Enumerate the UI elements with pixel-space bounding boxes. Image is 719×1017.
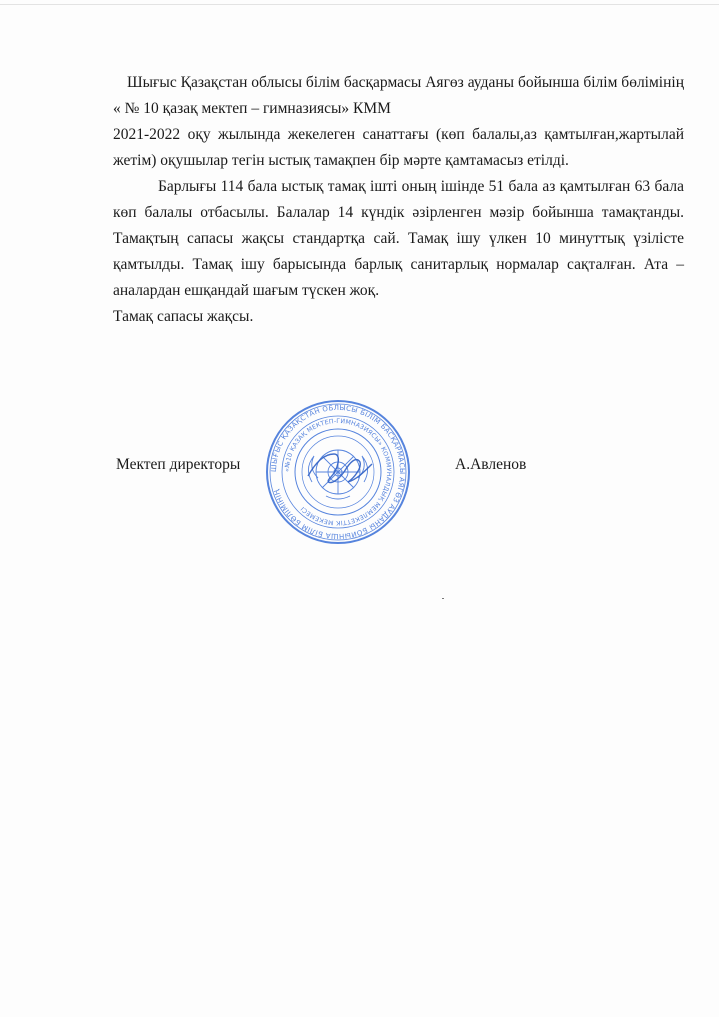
period-paragraph: 2021-2022 оқу жылында жекелеген санаттағы (көп балалы,аз қамтылған,жартылай жетім) оқушылар тегін ыстық тамақпен бір мәрте қамтамасыз етілді.	[113, 126, 684, 169]
stamp-outer-text: ШЫҒЫС ҚАЗАҚСТАН ОБЛЫСЫ БІЛІМ БАСҚАРМАСЫ АЯГӨЗ АУДАНЫ БОЙЫНША БІЛІМ БӨЛІМІНІҢ	[269, 403, 407, 541]
heading-paragraph: Шығыс Қазақстан облысы білім басқармасы Аягөз ауданы бойынша білім бөлімінің « № 10 қазақ мектеп – гимназиясы» КММ	[113, 74, 684, 117]
official-stamp	[264, 398, 412, 546]
scan-speck	[442, 598, 444, 599]
quality-paragraph: Тамақ сапасы жақсы.	[113, 308, 254, 325]
signatory-position: Мектеп директоры	[116, 456, 241, 473]
page-edge-line	[0, 4, 719, 5]
stamp-inner-text: «№10 ҚАЗАҚ МЕКТЕП-ГИМНАЗИЯСЫ» КОММУНАЛДЫҚ МЕМЛЕКЕТТІК МЕКЕМЕСІ	[283, 417, 393, 527]
details-paragraph: Барлығы 114 бала ыстық тамақ ішті оның ішінде 51 бала аз қамтылған 63 бала көп балалы отбасылы. Балалар 14 күндік әзірленген мәзір бойынша тамақтанды. Тамақтың сапасы жақсы стандартқа сай. Тамақ ішу үлкен 10 минуттық үзілісте қамтылды. Тамақ ішу барысында барлық санитарлық нормалар сақталған. Ата – аналардан ешқандай шағым түскен жоқ.	[113, 178, 684, 299]
document-body	[113, 70, 684, 330]
signatory-name: А.Авленов	[455, 456, 527, 473]
